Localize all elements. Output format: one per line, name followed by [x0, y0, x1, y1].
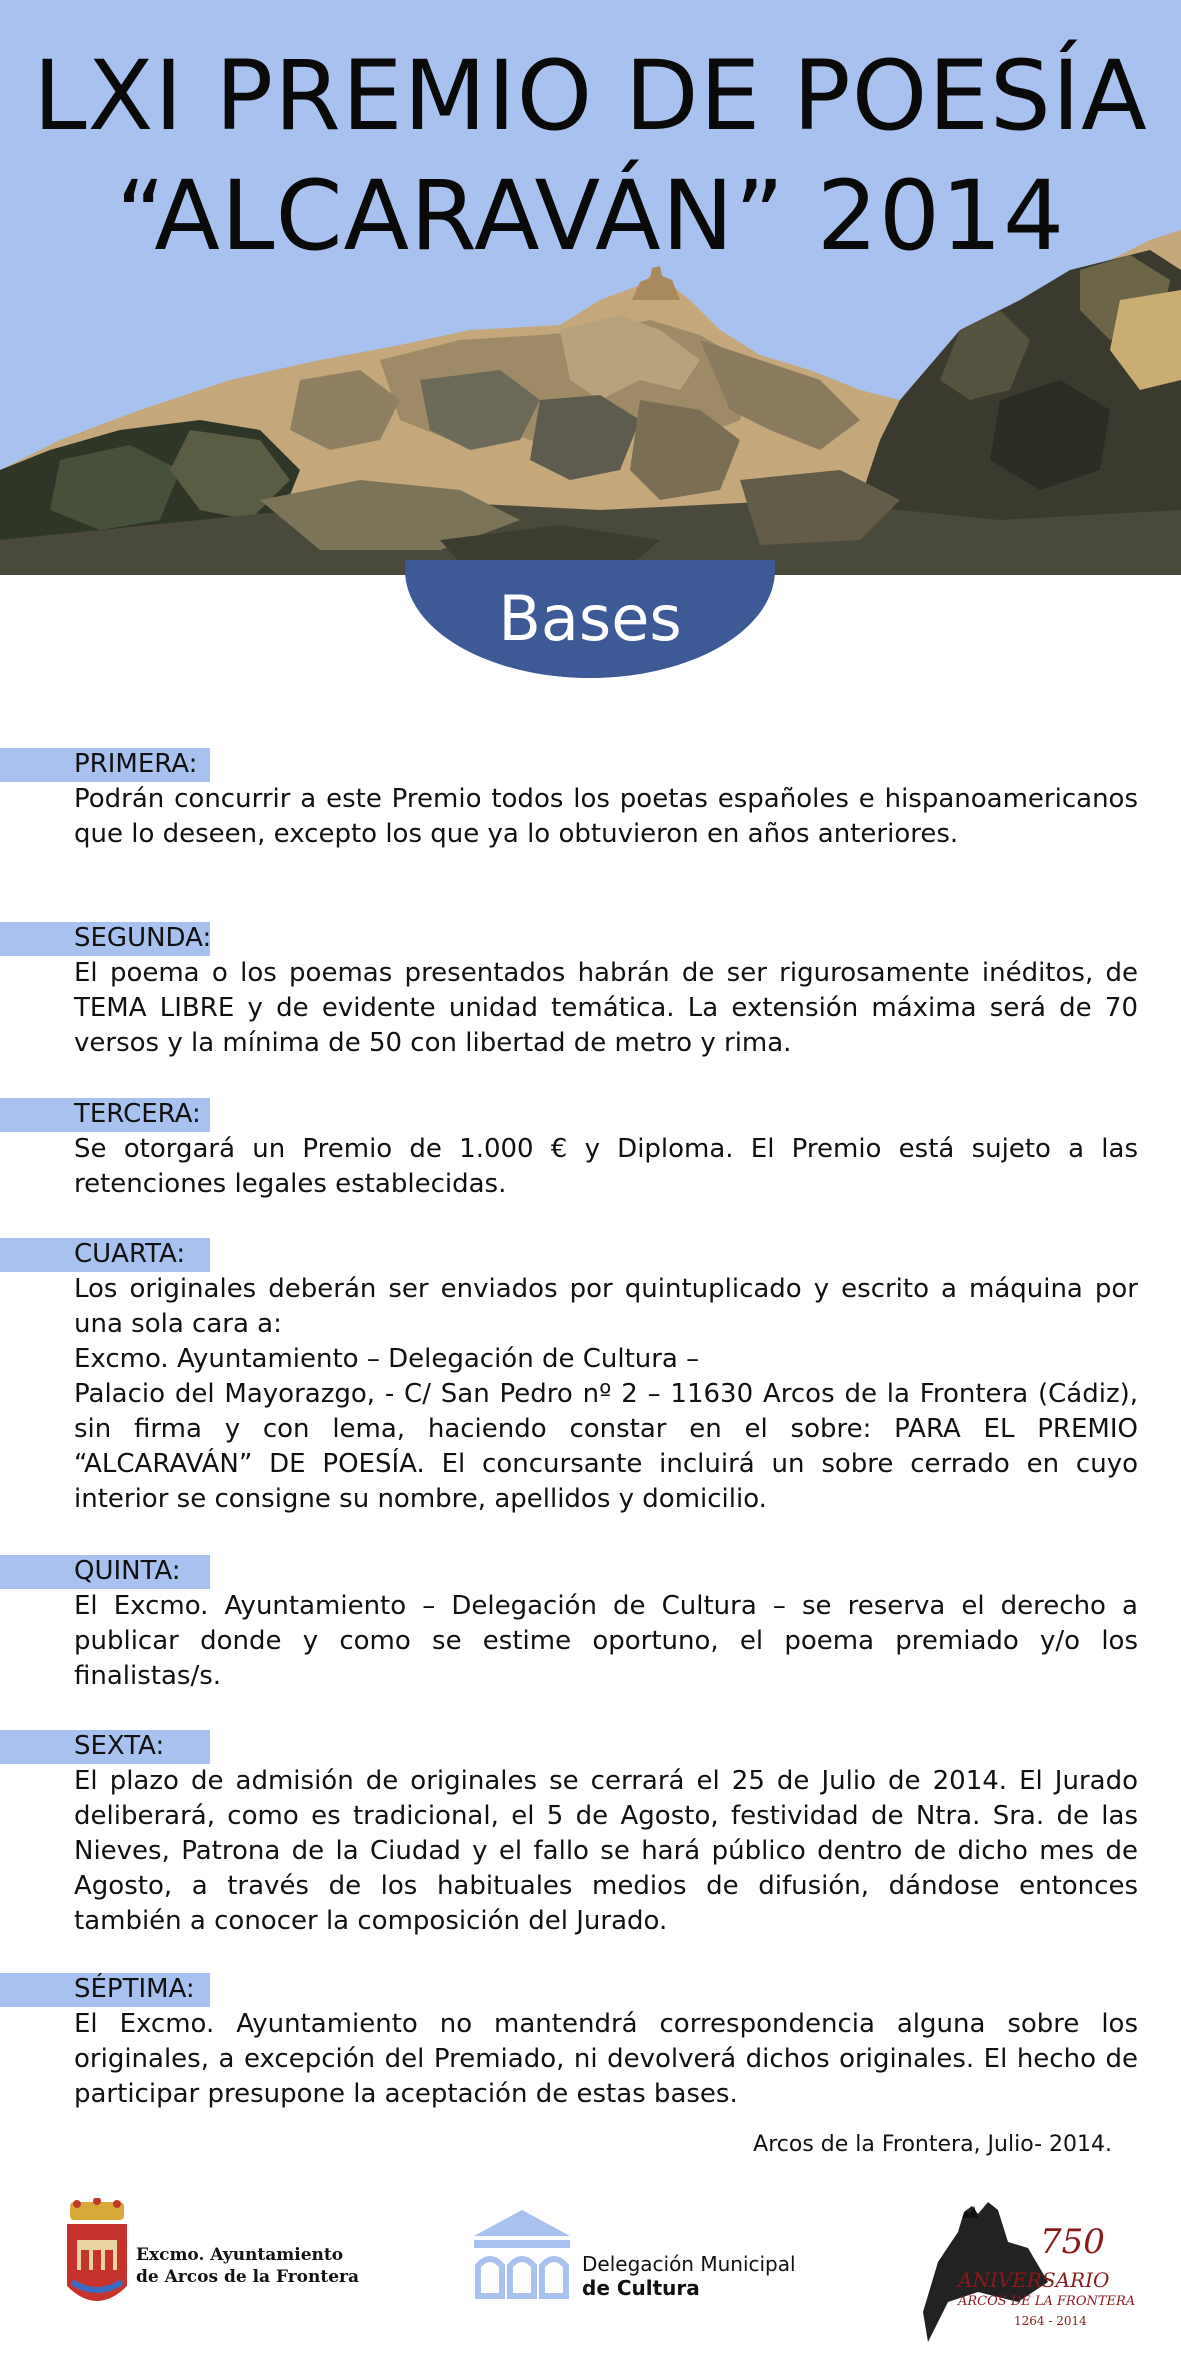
section-title: CUARTA: [74, 1239, 186, 1269]
section-body [74, 1132, 1138, 1202]
section-title: SÉPTIMA: [74, 1974, 195, 2004]
aniversario-number: 750 [1040, 2222, 1105, 2262]
hero-banner [0, 0, 1181, 575]
section-4 [0, 1238, 1181, 1517]
section-heading-bar [0, 1555, 1181, 1589]
section-7 [0, 1973, 1181, 2112]
section-5 [0, 1555, 1181, 1694]
ayuntamiento-crest-icon [62, 2198, 132, 2316]
section-title: SEXTA: [74, 1731, 165, 1761]
aniversario-years: 1264 - 2014 [1014, 2314, 1087, 2328]
footer-logos [0, 2180, 1181, 2362]
section-paragraph: El plazo de admisión de originales se cerrará el 25 de Julio de 2014. El Jurado deliberará, como es tradicional, el 5 de Agosto, festividad de Ntra. Sra. de las Nieves, Patrona de la Ciudad y el fallo se hará público dentro de dicho mes de Agosto, a través de los habituales medios de difusión, dándose entonces también a conocer la composición del Jurado. [74, 1766, 1138, 1936]
delegacion-name [582, 2252, 796, 2300]
ayuntamiento-name [136, 2244, 359, 2288]
title-line-2: “ALCARAVÁN” 2014 [115, 160, 1066, 272]
aniversario-place: ARCOS DE LA FRONTERA [958, 2294, 1136, 2309]
ayuntamiento-line-1: Excmo. Ayuntamiento [136, 2245, 344, 2265]
delegacion-line-1: Delegación Municipal [582, 2252, 796, 2276]
section-body [74, 956, 1138, 1061]
section-2 [0, 922, 1181, 1061]
section-6 [0, 1730, 1181, 1939]
section-heading-bar [0, 922, 1181, 956]
date-line: Arcos de la Frontera, Julio- 2014. [753, 2132, 1112, 2157]
section-title: PRIMERA: [74, 749, 198, 779]
section-paragraph: Palacio del Mayorazgo, - C/ San Pedro nº 2 – 11630 Arcos de la Frontera (Cádiz), sin firma y con lema, haciendo constar en el sobre: PARA EL PREMIO “ALCARAVÁN” DE POESÍA. El concursante incluirá un sobre cerrado en cuyo interior se consigne su nombre, apellidos y domicilio. [74, 1379, 1138, 1514]
section-heading-bar [0, 1098, 1181, 1132]
delegacion-line-2: de Cultura [582, 2276, 700, 2300]
section-paragraph: Excmo. Ayuntamiento – Delegación de Cultura – [74, 1344, 700, 1374]
section-title: TERCERA: [74, 1099, 201, 1129]
section-body [74, 1272, 1138, 1517]
title-line-1: LXI PREMIO DE POESÍA [33, 40, 1148, 152]
section-paragraph: El Excmo. Ayuntamiento no mantendrá correspondencia alguna sobre los originales, a excepción del Premiado, ni devolverá dichos originales. El hecho de participar presupone la aceptación de estas bases. [74, 2009, 1138, 2109]
section-paragraph: El poema o los poemas presentados habrán de ser rigurosamente inéditos, de TEMA LIBRE y de evidente unidad temática. La extensión máxima será de 70 versos y la mínima de 50 con libertad de metro y rima. [74, 958, 1138, 1058]
delegacion-building-icon [470, 2210, 574, 2300]
ayuntamiento-line-2: de Arcos de la Frontera [136, 2267, 360, 2287]
section-heading-bar [0, 1730, 1181, 1764]
bases-heading: Bases [498, 582, 682, 655]
section-paragraph: Se otorgará un Premio de 1.000 € y Diploma. El Premio está sujeto a las retenciones legales establecidas. [74, 1134, 1138, 1199]
section-paragraph: El Excmo. Ayuntamiento – Delegación de Cultura – se reserva el derecho a publicar donde y como se estime oportuno, el poema premiado y/o los finalistas/s. [74, 1591, 1138, 1691]
section-title: QUINTA: [74, 1556, 181, 1586]
section-title: SEGUNDA: [74, 923, 212, 953]
aniversario-word: ANIVERSARIO [958, 2268, 1110, 2292]
section-body [74, 1589, 1138, 1694]
section-heading-bar [0, 748, 1181, 782]
section-heading-bar [0, 1973, 1181, 2007]
section-3 [0, 1098, 1181, 1202]
section-heading-bar [0, 1238, 1181, 1272]
section-paragraph: Podrán concurrir a este Premio todos los poetas españoles e hispanoamericanos que lo deseen, excepto los que ya lo obtuvieron en años anteriores. [74, 784, 1138, 849]
bases-badge [405, 560, 775, 678]
section-1 [0, 748, 1181, 852]
section-body [74, 782, 1138, 852]
section-body [74, 1764, 1138, 1939]
section-paragraph: Los originales deberán ser enviados por quintuplicado y escrito a máquina por una sola cara a: [74, 1274, 1138, 1339]
section-body [74, 2007, 1138, 2112]
